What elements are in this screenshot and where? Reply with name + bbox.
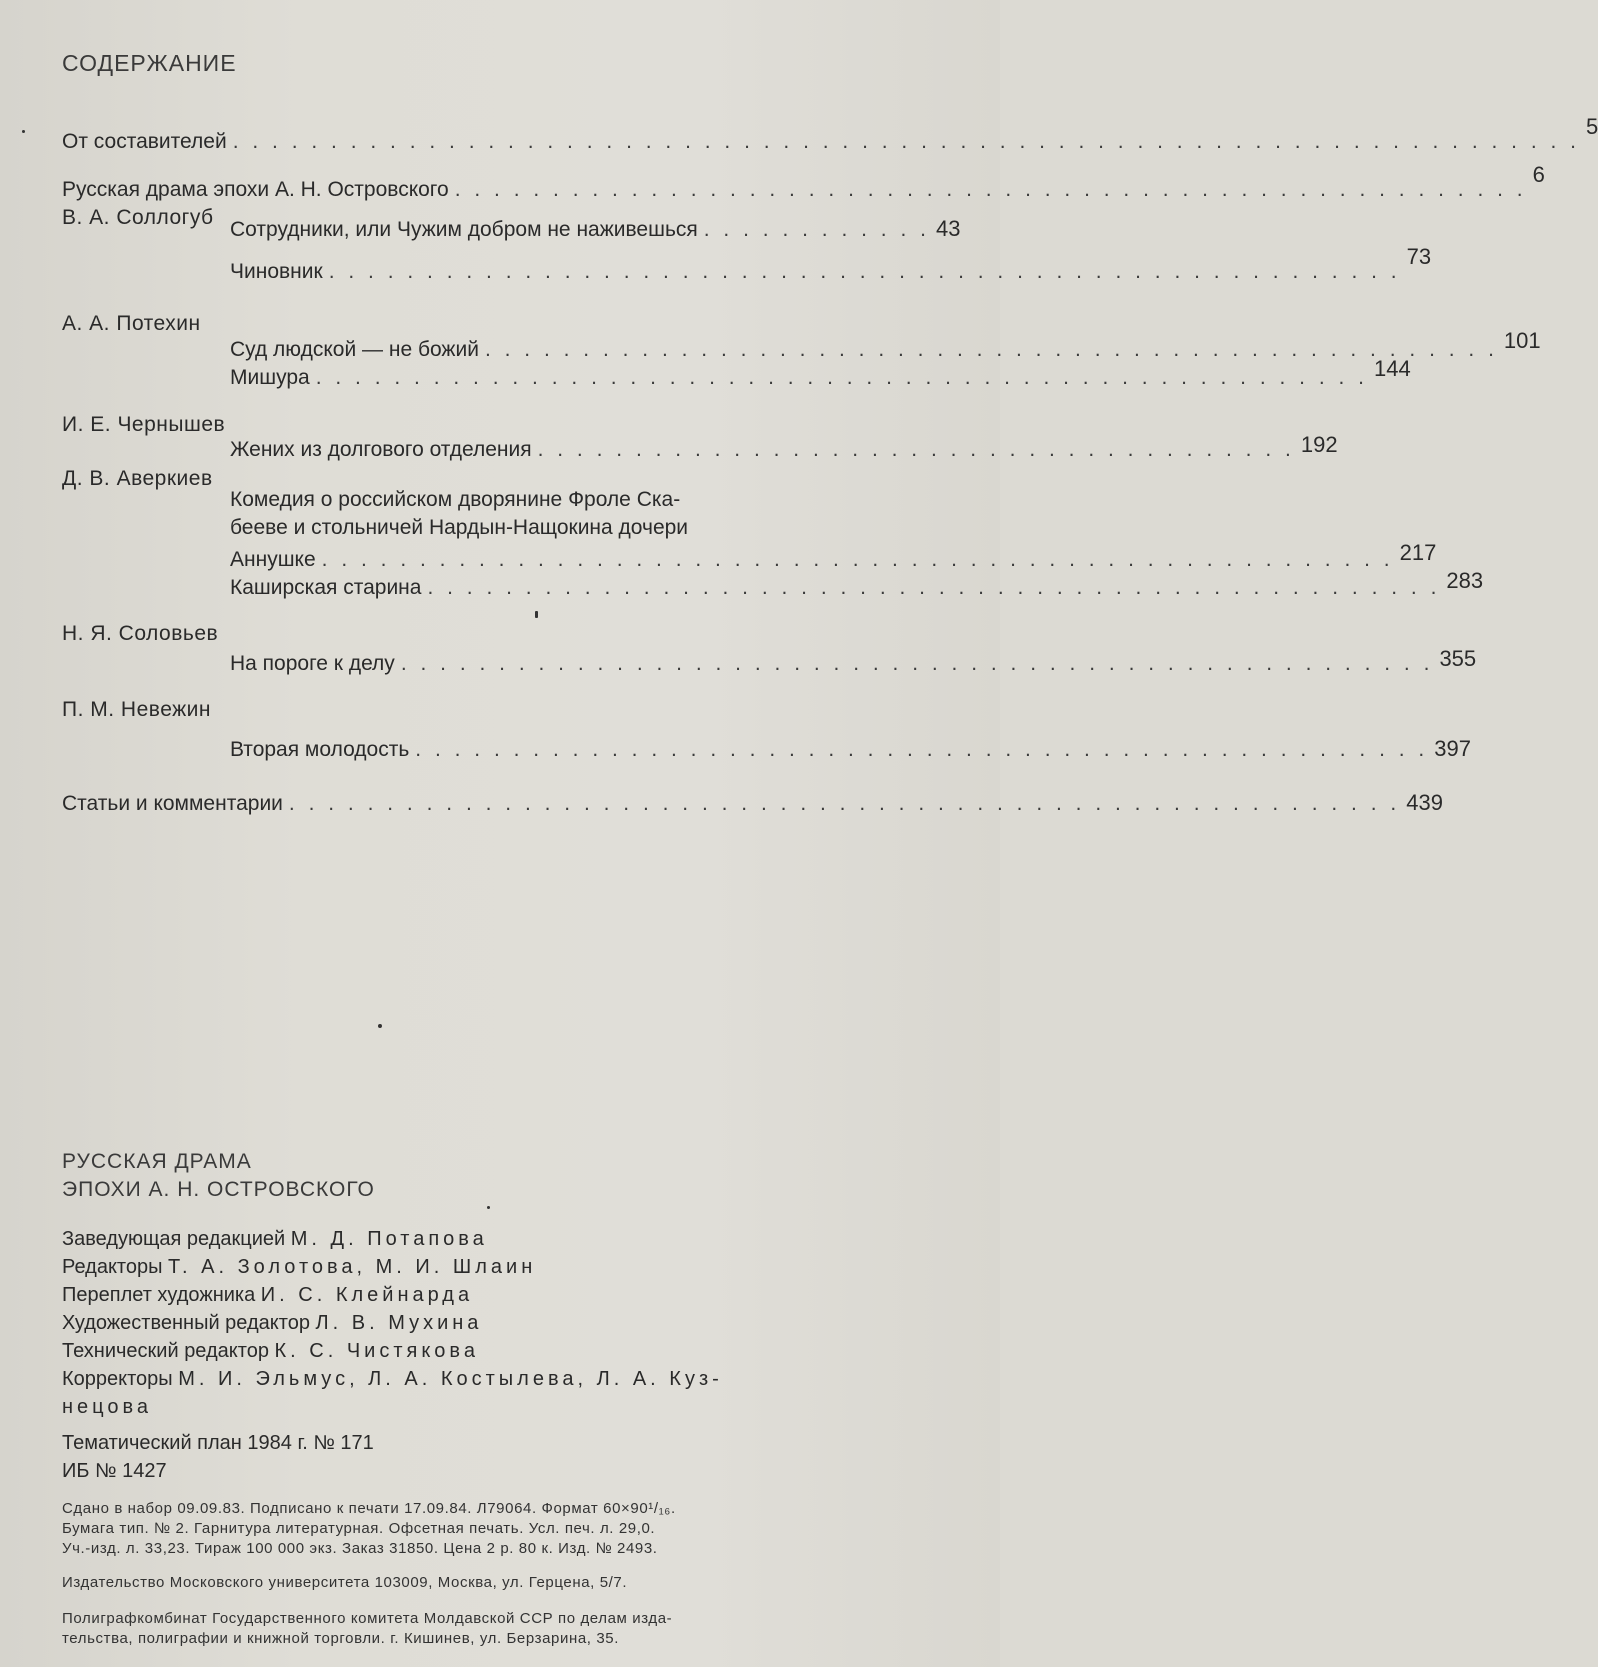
paper-speck: [22, 130, 25, 133]
credit-role: Корректоры: [62, 1368, 173, 1390]
toc-work-title: Жених из долгового отделения: [230, 438, 532, 461]
toc-entry-text: От составителей: [62, 130, 227, 153]
toc-work: [230, 328, 1541, 362]
dot-leader: . . . . . . . . . . . . . . . . . . . . . . . . . . . . . . . . . . . . . . . . . . . . . . . . . . . .: [427, 576, 1441, 599]
toc-work-title: Суд людской — не божий: [230, 338, 479, 361]
imprint-line: Уч.-изд. л. 33,23. Тираж 100 000 экз. Заказ 31850. Цена 2 р. 80 к. Изд. № 2493.: [62, 1540, 658, 1557]
toc-work: [230, 568, 1484, 600]
dot-leader: . . . . . . . . . . . . . . . . . . . . . . . . . . . . . . . . . . . . . . . . . . . . . . . . . . . . . . .: [454, 178, 1527, 201]
toc-author: П. М. Невежин: [62, 698, 212, 721]
dot-leader: . . . . . . . . . . . . . . . . . . . . . . . . . . . . . . . . . . . . . . . . . . . . . . . . . . . .: [415, 738, 1429, 761]
credit-role: Художественный редактор: [62, 1312, 310, 1334]
toc-entry: [62, 162, 1545, 202]
credit-line: [62, 1340, 479, 1363]
credit-role: Технический редактор: [62, 1340, 269, 1362]
publisher-line: Издательство Московского университета 103009, Москва, ул. Герцена, 5/7.: [62, 1574, 628, 1591]
toc-work: [230, 216, 961, 242]
toc-author: В. А. Соллогуб: [62, 206, 214, 229]
toc-work: [230, 356, 1411, 390]
imprint-line: Сдано в набор 09.09.83. Подписано к печати 17.09.84. Л79064. Формат 60×90¹/₁₆.: [62, 1500, 676, 1517]
toc-author: Н. Я. Соловьев: [62, 622, 219, 645]
dot-leader: . . . . . . . . . . . .: [703, 218, 930, 241]
toc-page-number: 283: [1446, 568, 1484, 593]
toc-title: СОДЕРЖАНИЕ: [62, 50, 237, 76]
toc-page-number: 144: [1374, 356, 1411, 381]
toc-work: [230, 540, 1437, 572]
credit-name: М. И. Эльмус, Л. А. Костылева, Л. А. Куз-: [178, 1368, 723, 1390]
credit-name: Л. В. Мухина: [315, 1312, 483, 1334]
toc-work-title-line: беeве и стольничей Нардын-Нащокина дочери: [230, 516, 689, 539]
toc-author: И. Е. Чернышев: [62, 413, 226, 436]
toc-work: [230, 432, 1338, 462]
toc-work: [230, 736, 1471, 762]
toc-work-title: Сотрудники, или Чужим добром не наживешься: [230, 218, 698, 241]
toc-author: А. А. Потехин: [62, 312, 201, 335]
toc-author: Д. В. Аверкиев: [62, 467, 213, 490]
dot-leader: . . . . . . . . . . . . . . . . . . . . . . . . . . . . . . . . . . . . . . . . . . . . . . . . . . . . .: [400, 652, 1434, 675]
credit-name-continuation: нецова: [62, 1396, 153, 1418]
toc-page-number: 355: [1439, 646, 1477, 671]
toc-work-title: На пороге к делу: [230, 652, 395, 675]
toc-page-number: 5: [1586, 114, 1598, 139]
dot-leader: . . . . . . . . . . . . . . . . . . . . . . . . . . . . . . . . . . . . . . . . . . . . . . . . . . . . . . . . . . . . . . . . . . . . .: [232, 130, 1581, 153]
credit-line: [62, 1368, 723, 1391]
paper-speck: [487, 1206, 490, 1209]
paper-speck: [378, 1024, 382, 1028]
toc-page-number: 397: [1434, 736, 1471, 761]
toc-entry: [62, 790, 1443, 816]
toc-page-number: 6: [1532, 162, 1545, 187]
printer-line: тельства, полиграфии и книжной торговли. г. Кишинев, ул. Берзарина, 35.: [62, 1630, 619, 1647]
toc-entry: [62, 114, 1598, 154]
dot-leader: . . . . . . . . . . . . . . . . . . . . . . . . . . . . . . . . . . . . . . . . . . . . . . . . . . . . . . .: [321, 548, 1394, 571]
dot-leader: . . . . . . . . . . . . . . . . . . . . . . . . . . . . . . . . . . . . . . . . . . . . . . . . . . . .: [484, 338, 1498, 361]
dot-leader: . . . . . . . . . . . . . . . . . . . . . . . . . . . . . . . . . . . . . . . . . . . . . . . . . . . . . . . . .: [288, 792, 1401, 815]
dot-leader: . . . . . . . . . . . . . . . . . . . . . . . . . . . . . . . . . . . . . . . . . . . . . . . . . . . . . .: [315, 366, 1368, 389]
toc-work: [230, 244, 1432, 284]
toc-page-number: 217: [1399, 540, 1437, 565]
credit-line: [62, 1228, 488, 1251]
credit-name: Т. А. Золотова, М. И. Шлаин: [168, 1256, 537, 1278]
dot-leader: . . . . . . . . . . . . . . . . . . . . . . . . . . . . . . . . . . . . . . . . . . . . . . . . . . . . . . .: [328, 260, 1401, 283]
printer-line: Полиграфкомбинат Государственного комитета Молдавской ССР по делам изда-: [62, 1610, 673, 1627]
toc-page-number: 43: [935, 216, 961, 241]
toc-page-number: 192: [1300, 432, 1338, 457]
credit-line: [62, 1256, 536, 1279]
toc-work-title: Вторая молодость: [230, 738, 410, 761]
toc-work-title: Чиновник: [230, 260, 323, 283]
toc-page-number: 73: [1406, 244, 1432, 269]
toc-page-number: 101: [1503, 328, 1541, 353]
credit-line: [62, 1396, 152, 1419]
toc-work-title: Мишура: [230, 366, 310, 389]
ib-number: ИБ № 1427: [62, 1460, 167, 1482]
credit-name: М. Д. Потапова: [290, 1228, 488, 1250]
credit-line: [62, 1284, 473, 1307]
toc-work: [230, 646, 1477, 676]
credit-line: [62, 1312, 482, 1335]
imprint-line: Бумага тип. № 2. Гарнитура литературная. Офсетная печать. Усл. печ. л. 29,0.: [62, 1520, 656, 1537]
colophon-title-line: РУССКАЯ ДРАМА: [62, 1150, 252, 1173]
toc-page-number: 439: [1406, 790, 1443, 815]
dot-leader: . . . . . . . . . . . . . . . . . . . . . . . . . . . . . . . . . . . . . . .: [537, 438, 1295, 461]
credit-name: И. С. Клейнарда: [260, 1284, 474, 1306]
toc-work-title-line: Комедия о российском дворянине Фроле Ска-: [230, 488, 681, 511]
toc-work-title: Аннушке: [230, 548, 316, 571]
paper-speck: [535, 611, 538, 618]
colophon-title-line: ЭПОХИ А. Н. ОСТРОВСКОГО: [62, 1178, 375, 1201]
toc-work-title: Каширская старина: [230, 576, 422, 599]
credit-role: Редакторы: [62, 1256, 163, 1278]
toc-entry-text: Статьи и комментарии: [62, 792, 283, 815]
toc-entry-text: Русская драма эпохи А. Н. Островского: [62, 178, 449, 201]
credit-role: Переплет художника: [62, 1284, 256, 1306]
credit-role: Заведующая редакцией: [62, 1228, 286, 1250]
thematic-plan: Тематический план 1984 г. № 171: [62, 1432, 374, 1454]
credit-name: К. С. Чистякова: [274, 1340, 479, 1362]
